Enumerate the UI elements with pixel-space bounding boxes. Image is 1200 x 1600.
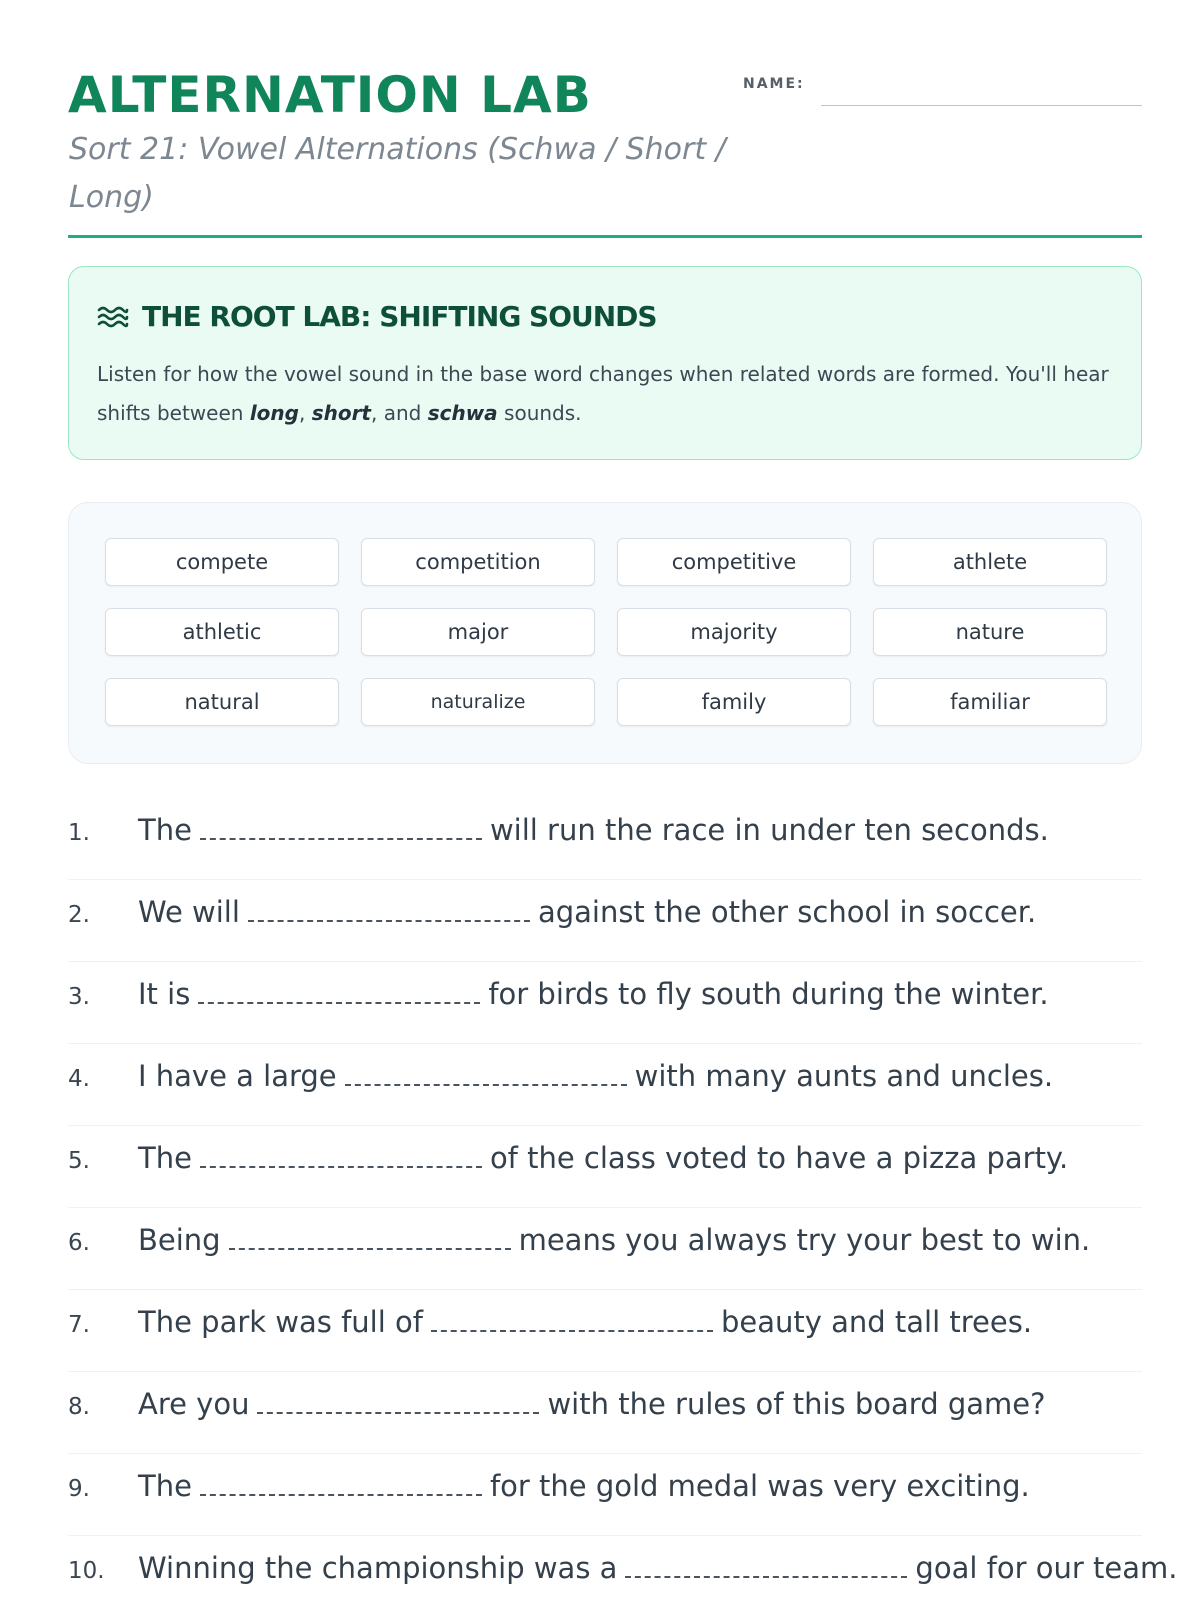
answer-blank[interactable] — [431, 1310, 713, 1332]
name-label: NAME: — [743, 76, 805, 92]
page-subtitle: Sort 21: Vowel Alternations (Schwa / Short / Long) — [69, 132, 726, 215]
question-text: The for the gold medal was very exciting. — [138, 1469, 1030, 1503]
question-item — [68, 880, 1142, 962]
question-number: 10. — [68, 1558, 105, 1584]
word-card[interactable]: major — [361, 608, 595, 656]
root-lab-info-box — [68, 266, 1142, 460]
answer-blank[interactable] — [198, 982, 480, 1004]
question-number: 8. — [68, 1394, 90, 1420]
name-line[interactable] — [821, 105, 1142, 106]
question-number: 6. — [68, 1230, 90, 1256]
question-text: Winning the championship was a goal for our team. — [138, 1551, 1178, 1585]
page-title: ALTERNATION LAB — [68, 66, 592, 124]
info-title: THE ROOT LAB: SHIFTING SOUNDS — [142, 300, 657, 333]
question-text: Being means you always try your best to win. — [138, 1223, 1091, 1257]
question-text: Are you with the rules of this board game? — [138, 1387, 1046, 1421]
word-bank — [68, 502, 1142, 764]
worksheet-page — [68, 0, 1178, 1600]
question-number: 2. — [68, 902, 90, 928]
word-card[interactable]: naturalize — [361, 678, 595, 726]
word-card[interactable]: athletic — [105, 608, 339, 656]
question-text: It is for birds to fly south during the winter. — [138, 977, 1049, 1011]
word-card[interactable]: athlete — [873, 538, 1107, 586]
answer-blank[interactable] — [200, 1474, 482, 1496]
question-number: 1. — [68, 820, 90, 846]
word-card[interactable]: majority — [617, 608, 851, 656]
name-field[interactable] — [743, 72, 1142, 104]
worksheet-header — [68, 64, 1142, 238]
question-item — [68, 1454, 1142, 1536]
question-text: The of the class voted to have a pizza party. — [138, 1141, 1069, 1175]
question-item — [68, 798, 1142, 880]
answer-blank[interactable] — [625, 1556, 907, 1578]
answer-blank[interactable] — [345, 1064, 627, 1086]
term-schwa: schwa — [427, 401, 498, 425]
word-card[interactable]: natural — [105, 678, 339, 726]
question-number: 7. — [68, 1312, 90, 1338]
question-list — [68, 798, 1178, 1600]
question-item — [68, 1044, 1142, 1126]
question-text: We will against the other school in soccer. — [138, 895, 1037, 929]
question-item — [68, 1290, 1142, 1372]
question-text: The will run the race in under ten seconds. — [138, 813, 1049, 847]
question-item — [68, 962, 1142, 1044]
word-card[interactable]: compete — [105, 538, 339, 586]
question-item — [68, 1126, 1142, 1208]
question-item — [68, 1208, 1142, 1290]
word-card[interactable]: familiar — [873, 678, 1107, 726]
word-card[interactable]: family — [617, 678, 851, 726]
answer-blank[interactable] — [229, 1228, 511, 1250]
answer-blank[interactable] — [200, 1146, 482, 1168]
answer-blank[interactable] — [248, 900, 530, 922]
question-text: I have a large with many aunts and uncles. — [138, 1059, 1054, 1093]
question-number: 4. — [68, 1066, 90, 1092]
info-body: Listen for how the vowel sound in the base word changes when related words are formed. You'll hear shifts between long, short, and schwa sounds. — [97, 362, 1109, 425]
term-short: short — [311, 401, 371, 425]
term-long: long — [249, 401, 299, 425]
word-card[interactable]: nature — [873, 608, 1107, 656]
question-number: 3. — [68, 984, 90, 1010]
question-item — [68, 1372, 1142, 1454]
answer-blank[interactable] — [200, 818, 482, 840]
word-card[interactable]: competitive — [617, 538, 851, 586]
question-item — [68, 1536, 1178, 1600]
question-number: 5. — [68, 1148, 90, 1174]
word-card[interactable]: competition — [361, 538, 595, 586]
word-bank-grid — [105, 538, 1109, 726]
waves-icon — [97, 303, 129, 331]
question-text: The park was full of beauty and tall trees. — [138, 1305, 1033, 1339]
answer-blank[interactable] — [257, 1392, 539, 1414]
question-number: 9. — [68, 1476, 90, 1502]
